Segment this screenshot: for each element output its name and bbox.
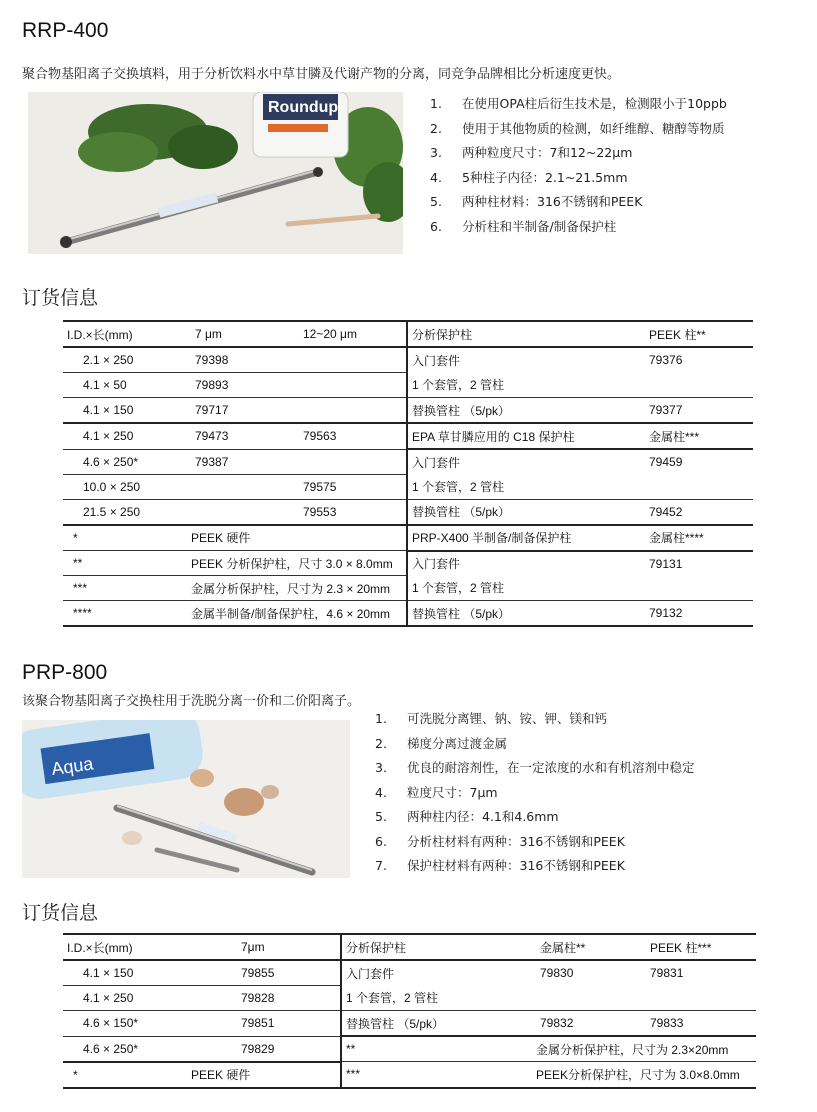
table-header: PEEK 柱*** bbox=[646, 934, 756, 960]
table-header: 7 μm bbox=[191, 321, 299, 347]
table-row: 2.1 × 250 79398 入门套件 79376 bbox=[63, 347, 753, 373]
table-row: * PEEK 硬件 PRP-X400 半制备/制备保护柱 金属柱**** bbox=[63, 525, 753, 551]
table-header: 金属柱** bbox=[536, 934, 646, 960]
prp-title: PRP-800 bbox=[22, 661, 108, 684]
table-header: 分析保护柱 bbox=[341, 934, 536, 960]
table-header: I.D.×长(mm) bbox=[63, 321, 191, 347]
list-item: 4. 粒度尺寸：7μm bbox=[375, 784, 498, 800]
table-header: 分析保护柱 bbox=[407, 321, 645, 347]
list-item: 6. 分析柱和半制备/制备保护柱 bbox=[430, 218, 617, 234]
table-row: 21.5 × 250 79553 替换管柱 （5/pk） 79452 bbox=[63, 499, 753, 525]
table-row: 4.1 × 50 79893 1 个套管，2 管柱 bbox=[63, 373, 753, 398]
prp-intro: 该聚合物基阳离子交换柱用于洗脱分离一价和二价阳离子。 bbox=[22, 694, 361, 709]
rrp-product-photo bbox=[28, 92, 403, 254]
table-header: 12~20 μm bbox=[299, 321, 407, 347]
table-row: 4.1 × 250 79473 79563 EPA 草甘膦应用的 C18 保护柱 金属柱*** bbox=[63, 423, 753, 449]
table-header: 7μm bbox=[191, 934, 341, 960]
list-item: 1. 在使用OPA柱后衍生技术是，检测限小于10ppb bbox=[430, 96, 727, 111]
table-row: ** PEEK 分析保护柱，尺寸 3.0 × 8.0mm 入门套件 79131 bbox=[63, 551, 753, 576]
table-row: 4.6 × 150* 79851 替换管柱 （5/pk） 79832 79833 bbox=[63, 1011, 756, 1037]
rrp-feature-list bbox=[430, 92, 727, 239]
rrp-order-table bbox=[63, 320, 753, 627]
table-header: PEEK 柱** bbox=[645, 321, 753, 347]
table-row: **** 金属半制备/制备保护柱，4.6 × 20mm 替换管柱 （5/pk） 79132 bbox=[63, 601, 753, 627]
table-row: * PEEK 硬件 *** PEEK分析保护柱，尺寸为 3.0×8.0mm bbox=[63, 1062, 756, 1088]
list-item: 2. 梯度分离过渡金属 bbox=[375, 735, 508, 751]
rrp-title: RRP-400 bbox=[22, 19, 109, 42]
list-item: 5. 两种柱材料：316不锈钢和PEEK bbox=[430, 194, 643, 209]
prp-order-table bbox=[63, 933, 756, 1089]
table-row: 4.6 × 250* 79829 ** 金属分析保护柱，尺寸为 2.3×20mm bbox=[63, 1036, 756, 1062]
list-item: 1. 可洗脱分离锂、钠、铵、钾、镁和钙 bbox=[375, 711, 608, 726]
table-row: 4.1 × 150 79717 替换管柱 （5/pk） 79377 bbox=[63, 398, 753, 424]
roundup-bottle-image bbox=[253, 92, 348, 157]
prp-product-photo bbox=[22, 720, 350, 878]
list-item: 7. 保护柱材料有两种：316不锈钢和PEEK bbox=[375, 858, 625, 873]
table-row: 10.0 × 250 79575 1 个套管，2 管柱 bbox=[63, 474, 753, 499]
list-item: 3. 优良的耐溶剂性，在一定浓度的水和有机溶剂中稳定 bbox=[375, 760, 695, 775]
list-item: 5. 两种柱内径：4.1和4.6mm bbox=[375, 809, 559, 824]
prp-feature-list bbox=[375, 707, 695, 879]
table-header: I.D.×长(mm) bbox=[63, 934, 191, 960]
bottle-label: Aqua bbox=[50, 753, 95, 780]
list-item: 4. 5种柱子内径：2.1~21.5mm bbox=[430, 169, 628, 185]
table-row: 4.1 × 250 79828 1 个套管，2 管柱 bbox=[63, 986, 756, 1011]
bottle-brand-label: Roundup bbox=[268, 99, 339, 116]
rrp-intro: 聚合物基阳离子交换填料，用于分析饮料水中草甘膦及代谢产物的分离，同竞争品牌相比分析速度更快。 bbox=[22, 67, 621, 82]
table-row: *** 金属分析保护柱，尺寸为 2.3 × 20mm 1 个套管，2 管柱 bbox=[63, 576, 753, 601]
table-row: 4.6 × 250* 79387 入门套件 79459 bbox=[63, 449, 753, 474]
table-row: 4.1 × 150 79855 入门套件 79830 79831 bbox=[63, 960, 756, 986]
prp-order-title: 订货信息 bbox=[22, 902, 99, 924]
list-item: 3. 两种粒度尺寸：7和12~22μm bbox=[430, 145, 633, 160]
list-item: 2. 使用于其他物质的检测，如纤维醇、糖醇等物质 bbox=[430, 120, 725, 136]
list-item: 6. 分析柱材料有两种：316不锈钢和PEEK bbox=[375, 833, 625, 849]
rrp-order-title: 订货信息 bbox=[22, 287, 99, 309]
